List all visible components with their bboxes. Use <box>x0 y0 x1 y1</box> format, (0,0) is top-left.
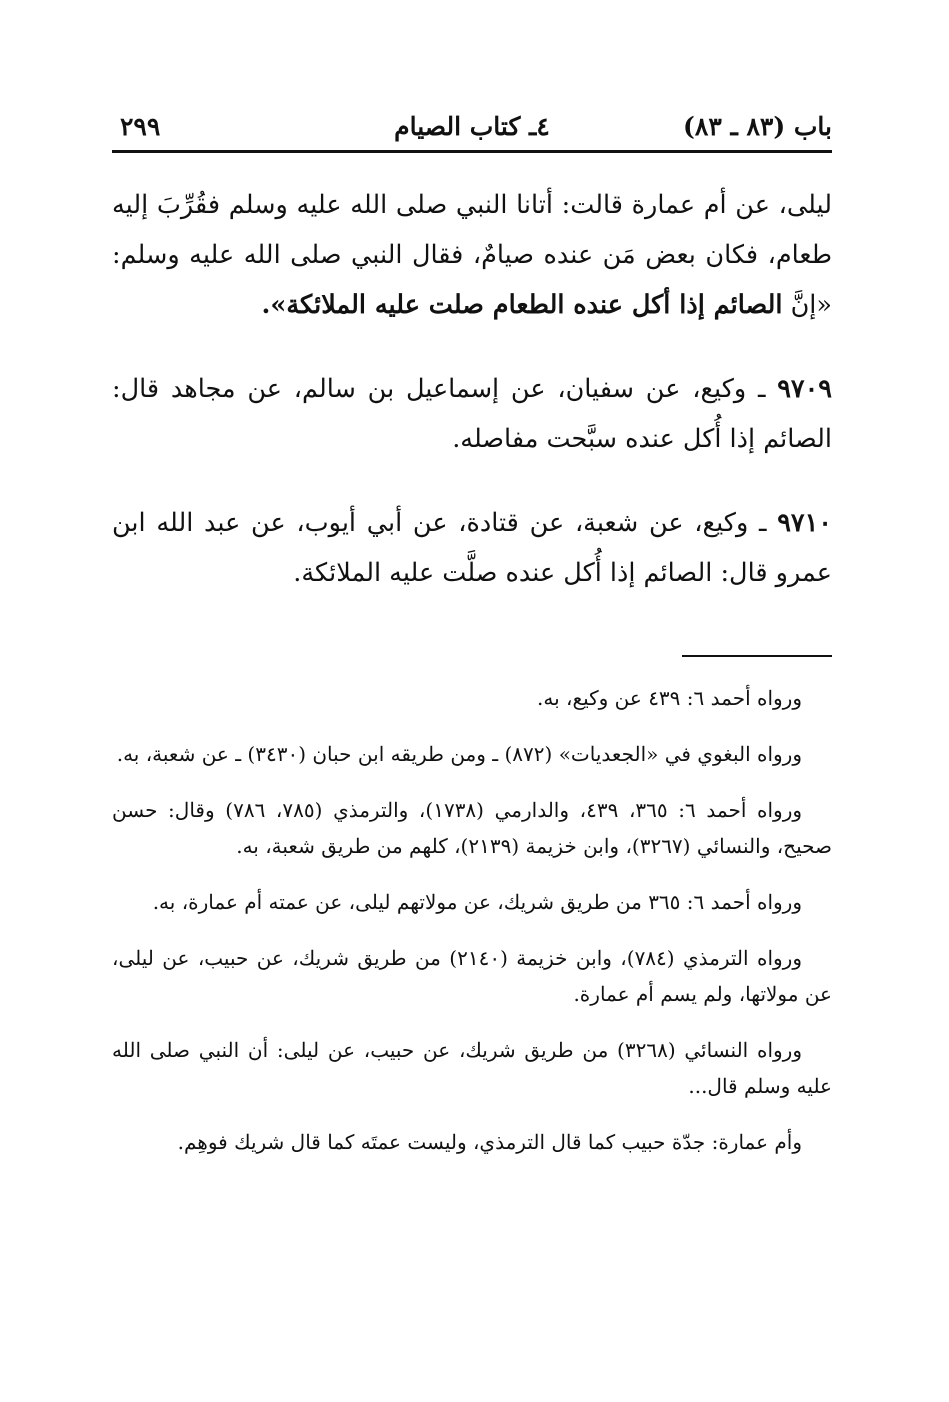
footnotes <box>112 680 832 1180</box>
book-title: ٤ـ كتاب الصيام <box>394 112 550 141</box>
chapter-heading: باب (٨٣ ـ ٨٣) <box>683 112 832 141</box>
footnote-item: ورواه البغوي في «الجعديات» (٨٧٢) ـ ومن طريقه ابن حبان (٣٤٣٠) ـ عن شعبة، به. <box>116 742 802 766</box>
hadith-continuation <box>112 180 832 330</box>
hadith-continuation-text: ليلى، عن أم عمارة قالت: أتانا النبي صلى الله عليه وسلم فقُرِّبَ إليه طعام، فكان بعض مَن عنده صيامٌ، فقال النبي صلى الله عليه وسلم: «إنَّ <box>112 190 832 320</box>
page-number: ٢٩٩ <box>120 112 161 141</box>
hadith-quote-bold: الصائم إذا أكل عنده الطعام صلت عليه الملائكة». <box>261 290 783 320</box>
hadith-9709 <box>112 364 832 464</box>
footnote-divider <box>682 655 832 657</box>
hadith-number: ٩٧١٠ <box>777 508 832 538</box>
footnote-item: ورواه أحمد ٦: ٣٦٥، ٤٣٩، والدارمي (١٧٣٨)، والترمذي (٧٨٥، ٧٨٦) وقال: حسن صحيح، والنسائي (٣٢٦٧)، وابن خزيمة (٢١٣٩)، كلهم من طريق شعبة، به. <box>112 798 832 858</box>
footnote-item: ورواه أحمد ٦: ٣٦٥ من طريق شريك، عن مولاتهم ليلى، عن عمته أم عمارة، به. <box>152 890 802 914</box>
hadith-text: ـ وكيع، عن سفيان، عن إسماعيل بن سالم، عن مجاهد قال: الصائم إذا أُكل عنده سبَّحت مفاصله. <box>112 374 832 454</box>
footnote-item: ورواه النسائي (٣٢٦٨) من طريق شريك، عن حبيب، عن ليلى: أن النبي صلى الله عليه وسلم قال... <box>112 1038 832 1098</box>
main-text <box>112 180 832 632</box>
running-header <box>112 108 832 152</box>
footnote-item: ورواه أحمد ٦: ٤٣٩ عن وكيع، به. <box>536 686 802 710</box>
footnote-item: وأم عمارة: جدّة حبيب كما قال الترمذي، وليست عمتَه كما قال شريك فوهِم. <box>177 1130 802 1154</box>
hadith-text: ـ وكيع، عن شعبة، عن قتادة، عن أبي أيوب، عن عبد الله ابن عمرو قال: الصائم إذا أُكل عنده صلَّت عليه الملائكة. <box>112 508 832 588</box>
footnote-item: ورواه الترمذي (٧٨٤)، وابن خزيمة (٢١٤٠) من طريق شريك، عن حبيب، عن ليلى، عن مولاتها، ولم يسم أم عمارة. <box>112 946 832 1006</box>
hadith-number: ٩٧٠٩ <box>777 374 832 404</box>
hadith-9710 <box>112 498 832 598</box>
header-divider <box>112 150 832 153</box>
